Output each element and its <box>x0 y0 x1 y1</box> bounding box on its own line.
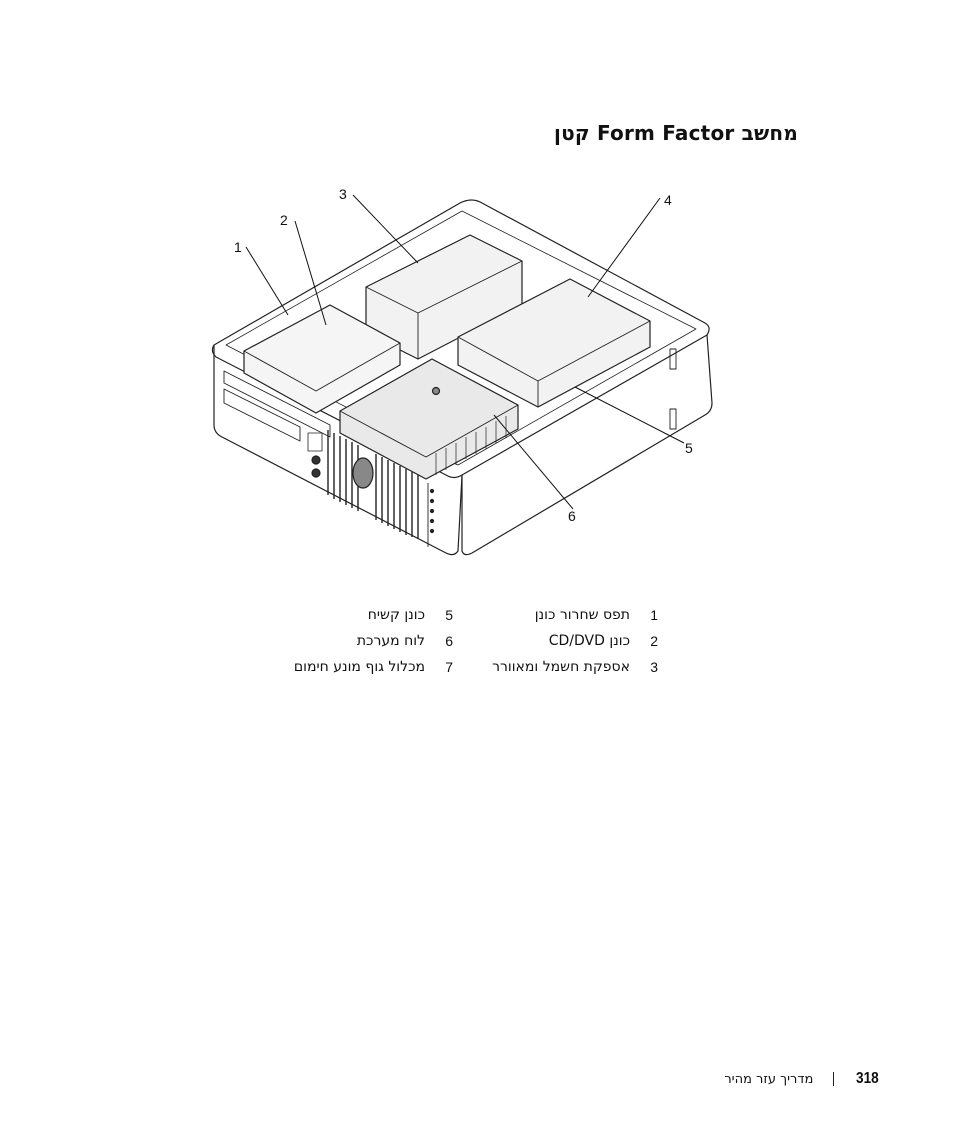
legend-item-number: 2 <box>650 633 658 649</box>
page-footer <box>724 1070 881 1088</box>
mic-jack <box>312 469 320 477</box>
legend-item <box>278 659 453 675</box>
footer-separator <box>833 1072 834 1086</box>
usb-ports <box>308 433 322 451</box>
heat-sink-screw <box>433 388 440 395</box>
small-form-factor-computer-drawing <box>200 175 730 570</box>
legend-item-number: 1 <box>650 607 658 623</box>
page-number: 318 <box>856 1070 879 1087</box>
legend-item <box>453 633 658 649</box>
legend-item-number: 3 <box>650 659 658 675</box>
callout-1: 1 <box>234 239 242 255</box>
callout-6: 6 <box>568 508 576 524</box>
callout-3: 3 <box>339 186 347 202</box>
callout-2: 2 <box>280 212 288 228</box>
computer-illustration <box>200 175 730 570</box>
legend-row <box>278 628 658 654</box>
legend-row <box>278 654 658 680</box>
legend-item-label: כונן CD/DVD <box>548 633 630 649</box>
page-title: מחשב Form Factor קטן <box>554 121 798 145</box>
legend-item-label: מכלול גוף מונע חימום <box>293 659 425 675</box>
callout-legend <box>278 602 658 680</box>
legend-row <box>278 602 658 628</box>
legend-item-label: לוח מערכת <box>356 633 425 649</box>
legend-item-label: תפס שחרור כונן <box>534 607 630 623</box>
legend-item <box>453 659 658 675</box>
legend-item <box>278 633 453 649</box>
callout-4: 4 <box>664 192 672 208</box>
legend-item-number: 6 <box>445 633 453 649</box>
side-vent-upper <box>670 349 676 369</box>
legend-item-number: 7 <box>445 659 453 675</box>
legend-item <box>278 607 453 623</box>
legend-item <box>453 607 658 623</box>
headphone-jack <box>312 456 320 464</box>
legend-item-label: כונן קשיח <box>367 607 425 623</box>
dell-logo-badge <box>353 458 373 488</box>
legend-item-number: 5 <box>445 607 453 623</box>
legend-item-label: אספקת חשמל ומאוורר <box>492 659 630 675</box>
footer-guide-title: מדריך עזר מהיר <box>724 1071 814 1087</box>
side-vent-lower <box>670 409 676 429</box>
callout-5: 5 <box>685 440 693 456</box>
status-lights <box>428 483 434 547</box>
